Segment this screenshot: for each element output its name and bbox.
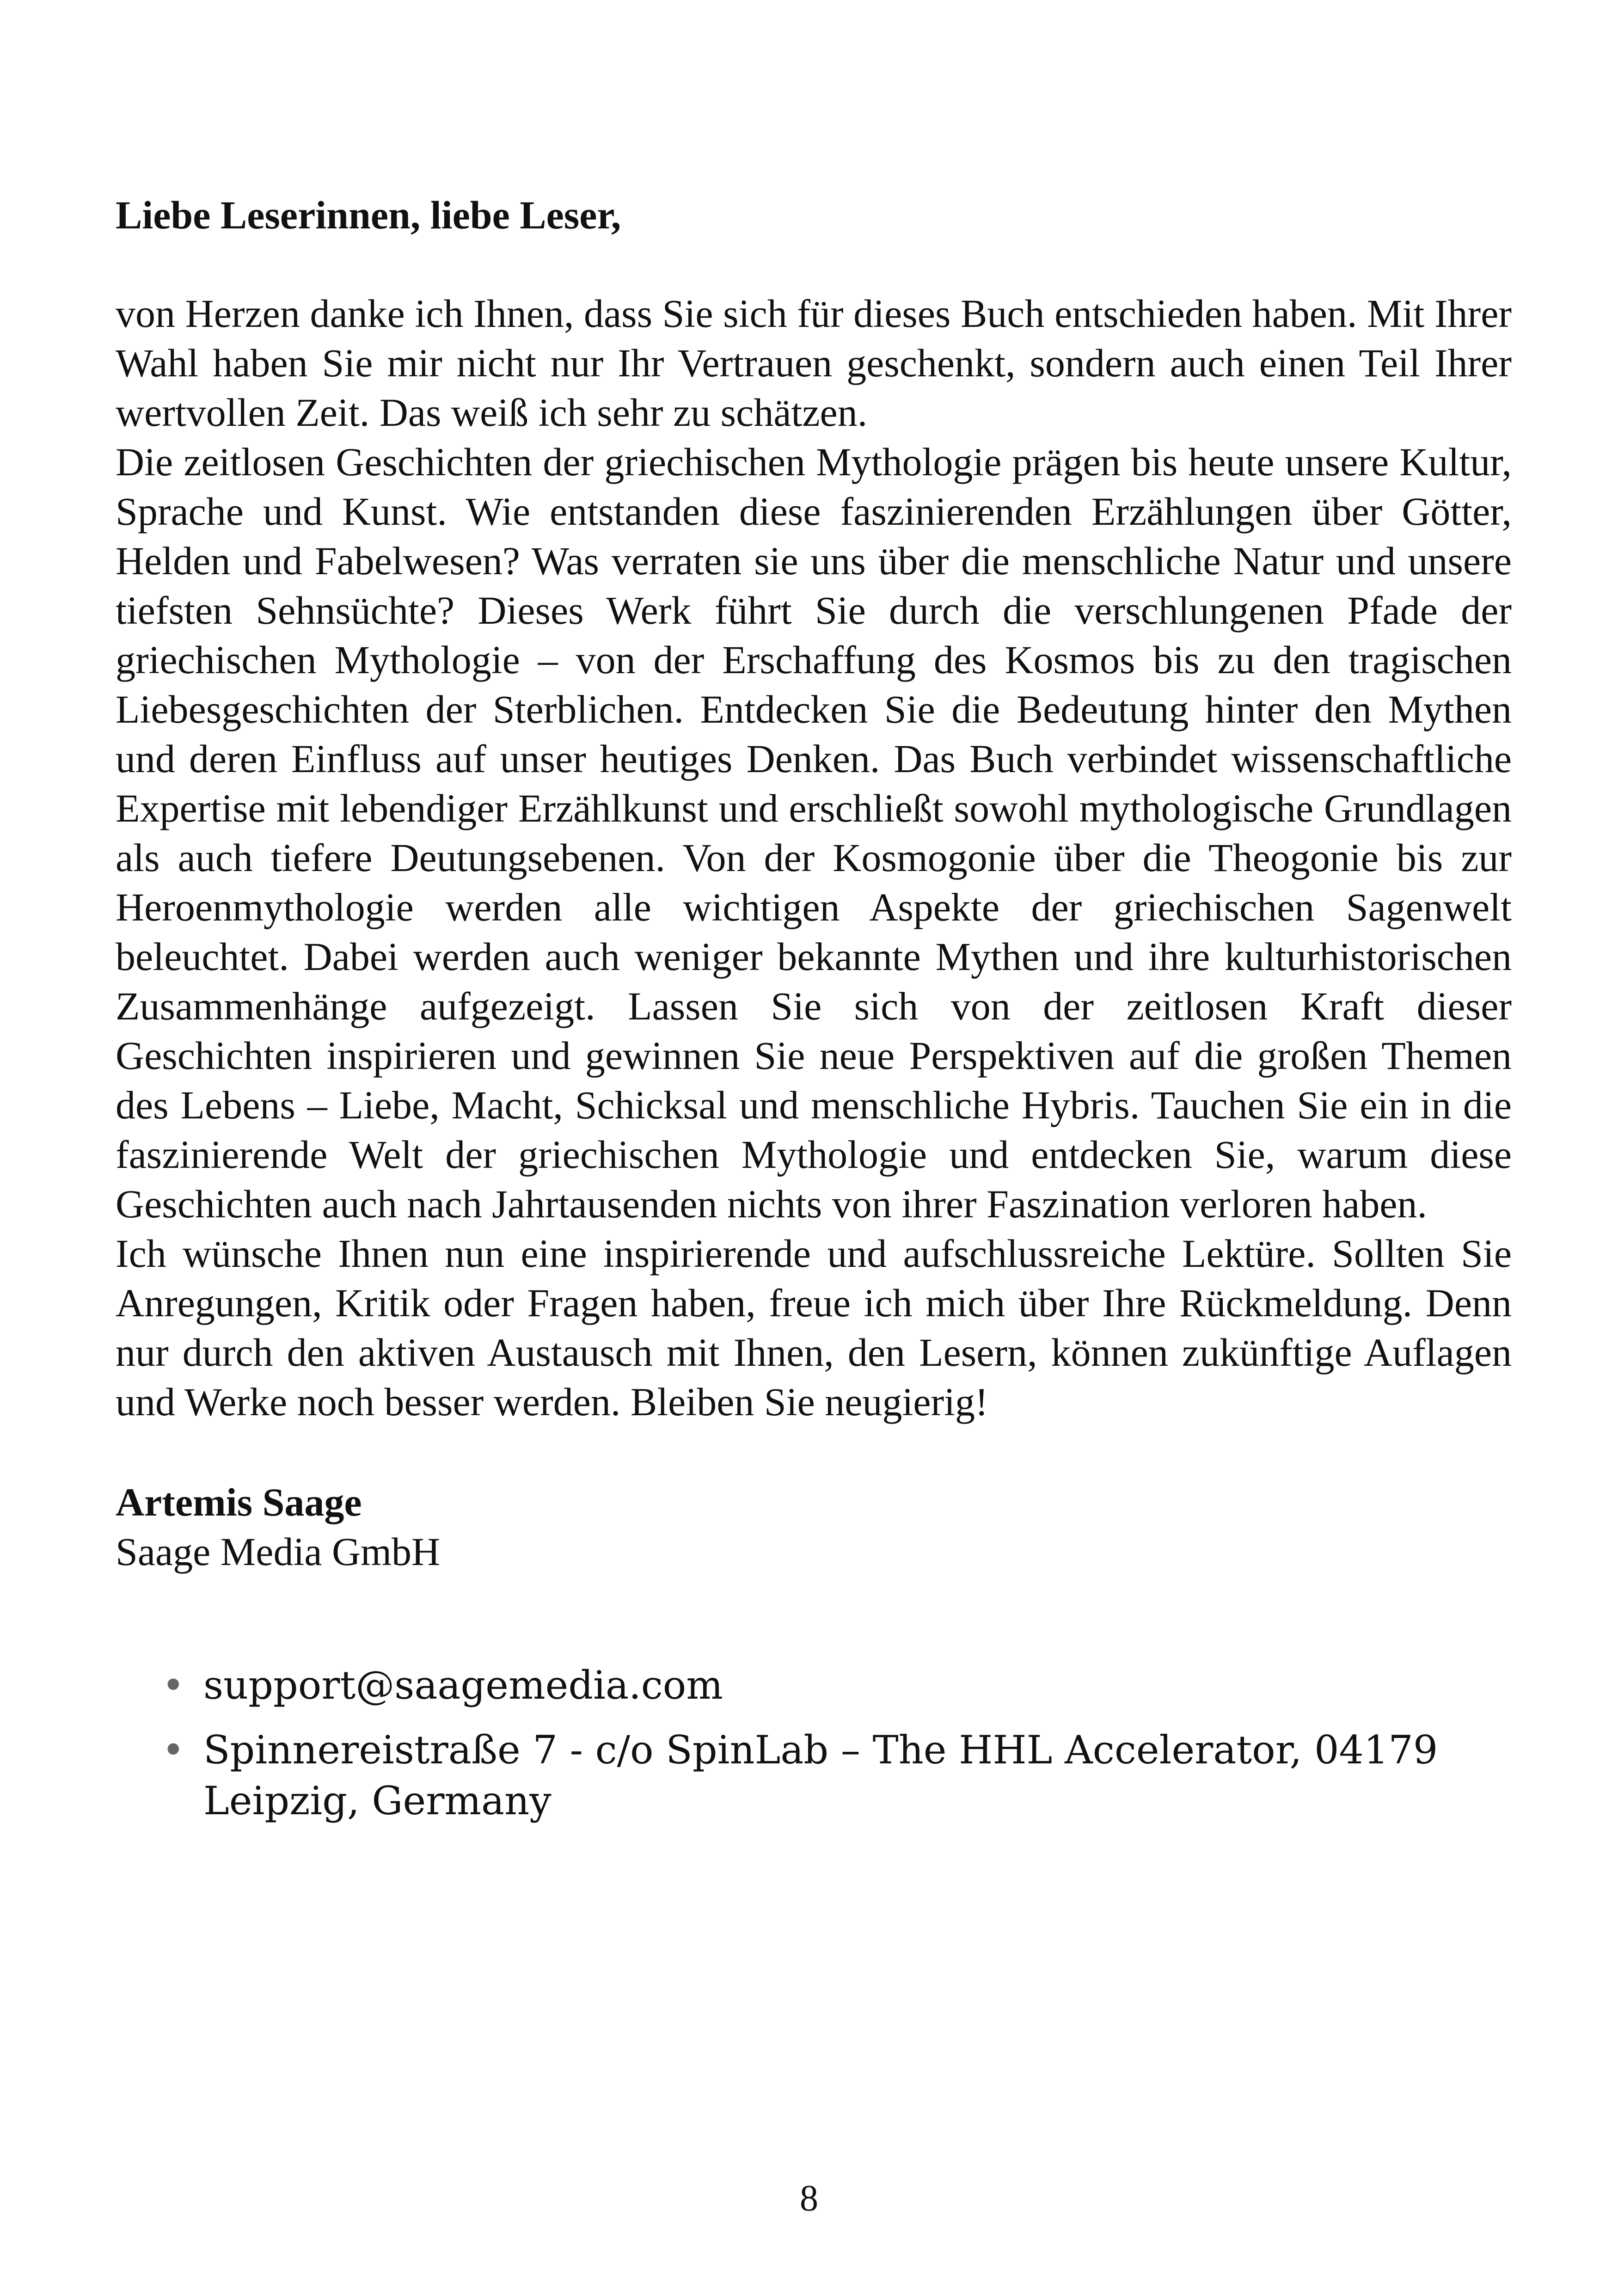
contact-list [116, 1660, 1512, 1826]
author-name: Artemis Saage [116, 1480, 362, 1524]
contact-email: support@saagemedia.com [203, 1663, 723, 1708]
paragraph-closing: Ich wünsche Ihnen nun eine inspirierende und aufschlussreiche Lektüre. Sollten Sie Anregungen, Kritik oder Fragen haben, freue ich mich über Ihre Rückmeldung. Denn nur durch den aktiven Austausch mit Ihnen, den Lesern, können zukünftige Auflagen und Werke noch besser werden. Bleiben Sie neugierig! [116, 1231, 1512, 1424]
paragraph-thanks: von Herzen danke ich Ihnen, dass Sie sich für dieses Buch entschieden haben. Mit Ihrer Wahl haben Sie mir nicht nur Ihr Vertrauen geschenkt, sondern auch einen Teil Ihrer wertvollen Zeit. Das weiß ich sehr zu schätzen. [116, 291, 1512, 435]
bullet-icon: • [162, 1663, 185, 1708]
bullet-icon: • [162, 1727, 185, 1773]
signature-block [116, 1478, 1512, 1577]
paragraph-book-description: Die zeitlosen Geschichten der griechischen Mythologie prägen bis heute unsere Kultur, Sprache und Kunst. Wie entstanden diese faszinierenden Erzählungen über Götter, Helden und Fabelwesen? Was verraten sie uns über die menschliche Natur und unsere tiefsten Sehnsüchte? Dieses Werk führt Sie durch die verschlungenen Pfade der griechischen Mythologie – von der Erschaffung des Kosmos bis zu den tragischen Liebesgeschichten der Sterblichen. Entdecken Sie die Bedeutung hinter den Mythen und deren Einfluss auf unser heutiges Denken. Das Buch verbindet wissenschaftliche Expertise mit lebendiger Erzählkunst und erschließt sowohl mythologische Grundlagen als auch tiefere Deutungsebenen. Von der Kosmogonie über die Theogonie bis zur Heroenmythologie werden alle wichtigen Aspekte der griechischen Sagenwelt beleuchtet. Dabei werden auch weniger bekannte Mythen und ihre kulturhistorischen Zusammenhänge aufgezeigt. Lassen Sie sich von der zeitlosen Kraft dieser Geschichten inspirieren und gewinnen Sie neue Perspektiven auf die großen Themen des Lebens – Liebe, Macht, Schicksal und menschliche Hybris. Tauchen Sie ein in die faszinierende Welt der griechischen Mythologie und entdecken Sie, warum diese Geschichten auch nach Jahrtausenden nichts von ihrer Faszination verloren haben. [116, 440, 1512, 1226]
letter-body [116, 192, 1512, 1840]
salutation: Liebe Leserinnen, liebe Leser, [116, 193, 621, 237]
contact-address-item [116, 1725, 1512, 1826]
page-number: 8 [800, 2178, 818, 2219]
contact-address: Spinnereistraße 7 - c/o SpinLab – The HHL Accelerator, 04179 Leipzig, Germany [203, 1727, 1438, 1823]
company-name: Saage Media GmbH [116, 1529, 441, 1574]
contact-email-item [116, 1660, 1512, 1711]
